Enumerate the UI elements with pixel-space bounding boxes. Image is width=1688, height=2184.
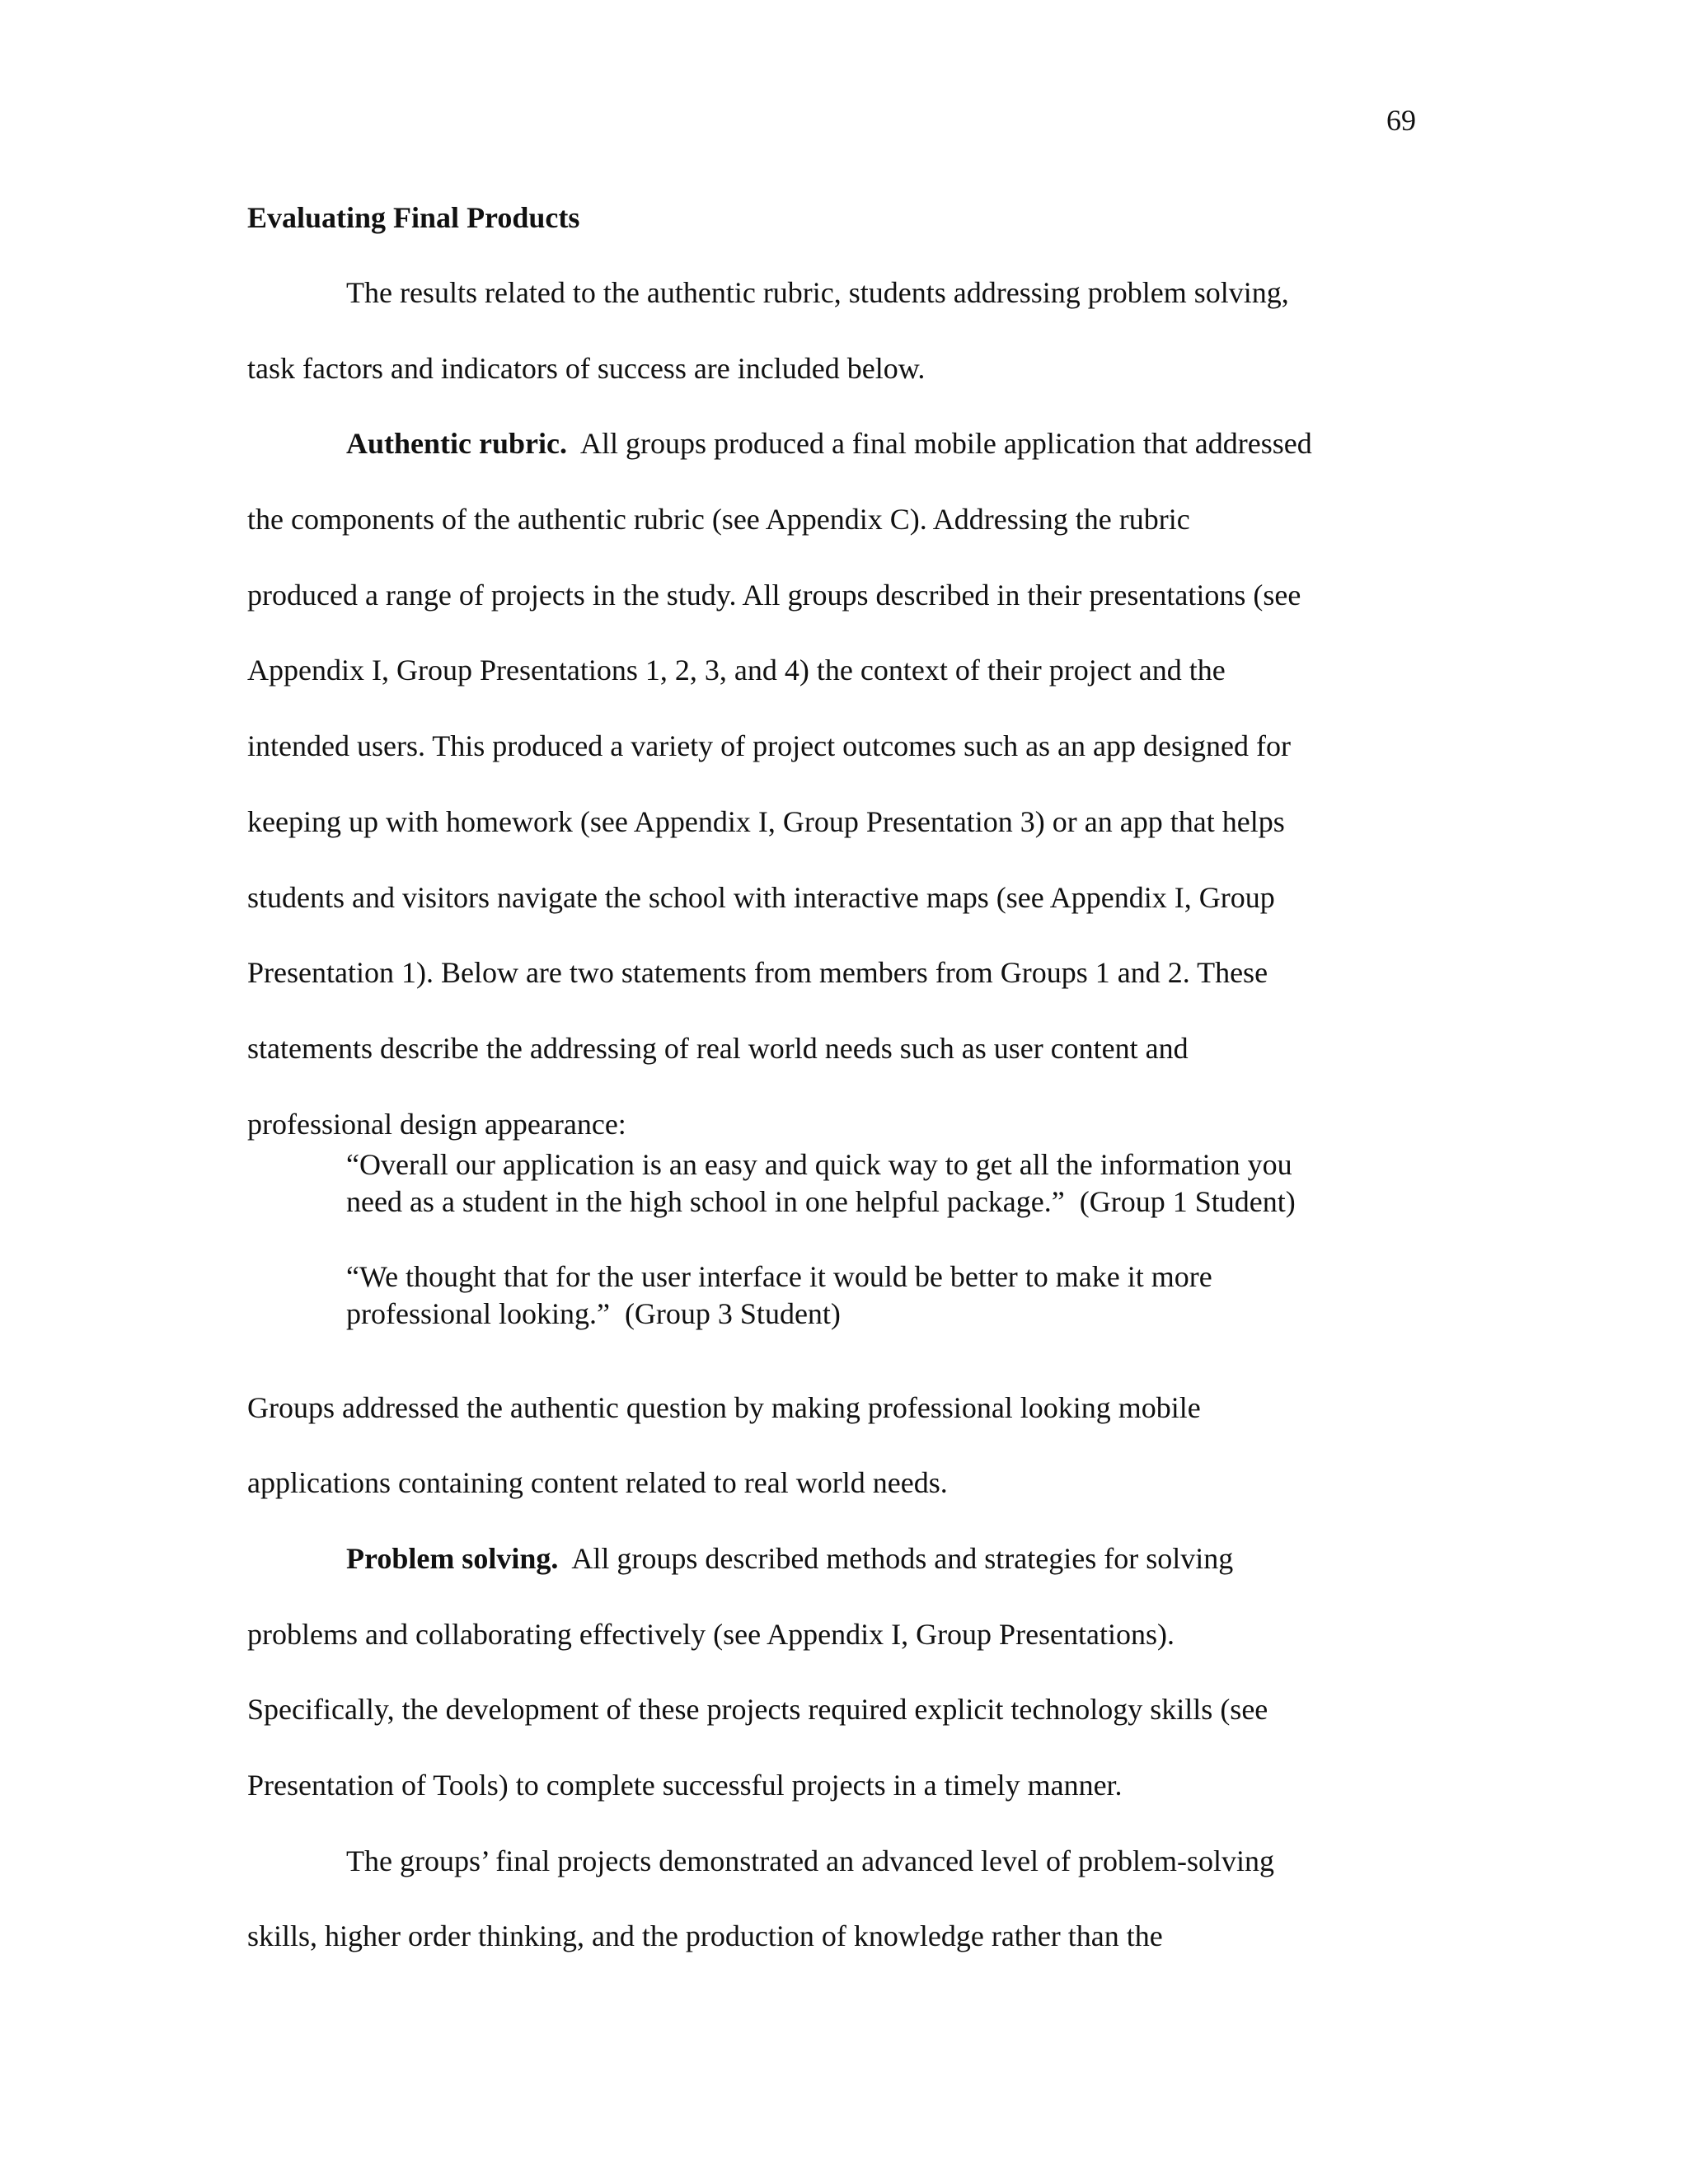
document-body bbox=[247, 198, 1434, 1975]
text-line: Appendix I, Group Presentations 1, 2, 3, and 4) the context of their project and the bbox=[247, 654, 1226, 687]
text-run: All groups produced a final mobile application that addressed bbox=[566, 427, 1312, 461]
block-quote bbox=[346, 1258, 1434, 1333]
subheading-problem-solving: Problem solving. bbox=[346, 1541, 559, 1575]
quote-line: professional looking.” (Group 3 Student) bbox=[346, 1296, 841, 1330]
text-line bbox=[247, 1521, 1434, 1597]
subheading-authentic-rubric: Authentic rubric. bbox=[346, 427, 567, 461]
text-line: the components of the authentic rubric (see Appendix C). Addressing the rubric bbox=[247, 503, 1190, 537]
text-line: Groups addressed the authentic question by making professional looking mobile bbox=[247, 1390, 1201, 1424]
text-line: The results related to the authentic rubric, students addressing problem solving, bbox=[346, 276, 1289, 309]
text-run: All groups described methods and strategies for solving bbox=[558, 1541, 1234, 1575]
text-line: produced a range of projects in the study. All groups described in their presentations (see bbox=[247, 578, 1301, 612]
text-line: intended users. This produced a variety of project outcomes such as an app designed for bbox=[247, 729, 1291, 763]
text-line bbox=[247, 406, 1434, 482]
text-line: keeping up with homework (see Appendix I, Group Presentation 3) or an app that helps bbox=[247, 804, 1285, 838]
text-line: applications containing content related to real world needs. bbox=[247, 1466, 948, 1500]
text-line: Specifically, the development of these projects required explicit technology skills (see bbox=[247, 1693, 1268, 1727]
quote-line: “Overall our application is an easy and quick way to get all the information you bbox=[346, 1147, 1292, 1181]
text-line: statements describe the addressing of real world needs such as user content and bbox=[247, 1031, 1189, 1065]
quote-line: “We thought that for the user interface it would be better to make it more bbox=[346, 1259, 1212, 1293]
intro-paragraph bbox=[247, 255, 1434, 406]
text-line: students and visitors navigate the school with interactive maps (see Appendix I, Group bbox=[247, 880, 1275, 914]
text-line: The groups’ final projects demonstrated an advanced level of problem-solving bbox=[346, 1844, 1274, 1877]
text-line: professional design appearance: bbox=[247, 1107, 626, 1141]
text-line: problems and collaborating effectively (see Appendix I, Group Presentations). bbox=[247, 1617, 1175, 1651]
after-quotes-paragraph bbox=[247, 1371, 1434, 1521]
authentic-rubric-paragraph bbox=[247, 406, 1434, 1146]
block-quote bbox=[346, 1146, 1434, 1221]
text-line: skills, higher order thinking, and the production of knowledge rather than the bbox=[247, 1919, 1163, 1953]
problem-solving-paragraph bbox=[247, 1521, 1434, 1824]
section-heading: Evaluating Final Products bbox=[247, 201, 580, 234]
page-number: 69 bbox=[1386, 104, 1416, 137]
text-line: Presentation of Tools) to complete successful projects in a timely manner. bbox=[247, 1769, 1123, 1802]
final-paragraph bbox=[247, 1824, 1434, 1975]
quote-line: need as a student in the high school in one helpful package.” (Group 1 Student) bbox=[346, 1184, 1296, 1218]
text-line: Presentation 1). Below are two statements from members from Groups 1 and 2. These bbox=[247, 956, 1268, 990]
text-line: task factors and indicators of success are included below. bbox=[247, 351, 926, 385]
